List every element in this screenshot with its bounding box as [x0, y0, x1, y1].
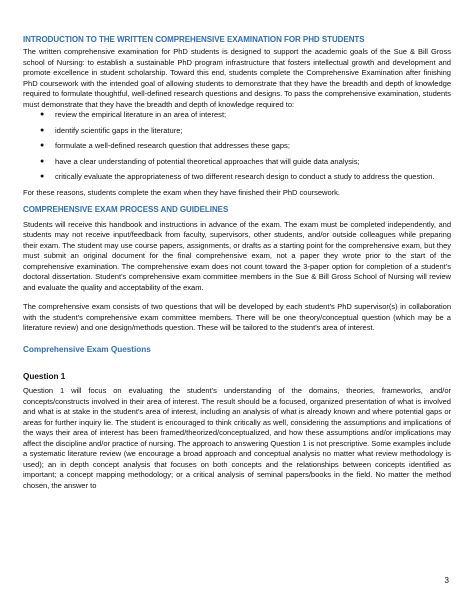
question-1-paragraph: Question 1 will focus on evaluating the student’s understanding of the domains, theories, frameworks, and/or concepts/constructs involved in their area of interest. The result should be a focused, organized presentation of what is involved and what is at stake in the student’s area of interest, including an analysis of what is already known and where potential gaps or areas for further inquiry lie. The student is encouraged to think critically as well, considering the assumptions and implications of the ways their area of interest has been framed/theorized/conceptualized, and how these assumptions and/or implications may affect the discipline and/or practice of nursing. The approach to answering Question 1 is not prescriptive. Some examples include a systematic literature review (we encourage a broad approach and conceptual analysis no matter what review methodology is used); an in depth concept analysis that focuses on both concepts and the relationships between concepts identified as important; a concept mapping methodology; or a critical analysis of seminal papers/books in the field. No matter the method chosen, the answer to — [23, 386, 451, 490]
requirements-list — [23, 110, 451, 183]
section-heading-process: COMPREHENSIVE EXAM PROCESS AND GUIDELINES — [23, 204, 229, 214]
process-paragraph-2: The comprehensive exam consists of two questions that will be developed by each student’s PhD supervisor(s) in collaboration with the student’s comprehensive exam committee members. There will be one theory/conceptual question (which may be a literature review) and one design/methods question. These will be tailored to the student’s area of interest. — [23, 302, 451, 333]
section-heading-introduction: INTRODUCTION TO THE WRITTEN COMPREHENSIVE EXAMINATION FOR PHD STUDENTS — [23, 35, 365, 44]
question-1-heading: Question 1 — [23, 372, 66, 382]
bullet-icon: ● — [40, 142, 45, 150]
list-item-text: have a clear understanding of potential theoretical approaches that will guide data analysis; — [55, 156, 360, 166]
bullet-icon: ● — [40, 157, 45, 165]
bullet-icon: ● — [40, 126, 45, 134]
process-paragraph-1: Students will receive this handbook and instructions in advance of the exam. The exam must be completed independently, and students may not receive input/feedback from faculty, supervisors, other students, and/or outside colleagues while preparing their exam. The student may use course papers, assignments, or drafts as a starting point for the comprehensive exam, but they must submit an original document for the final comprehensive exam, not a paper they wrote prior to the start of the comprehensive examination. The comprehensive exam does not count toward the 3-paper option for completion of a student’s doctoral dissertation. Student’s comprehensive exam committee members in the Sue & Bill Gross School of Nursing will review and evaluate the quality and acceptability of the exam. — [23, 219, 451, 292]
list-item-text: review the empirical literature in an area of interest; — [55, 110, 227, 120]
list-item — [23, 110, 451, 121]
list-item-text: critically evaluate the appropriateness of two different research design to conduct a study to address the question. — [55, 172, 435, 182]
page-number: 3 — [444, 576, 449, 585]
reasons-paragraph: For these reasons, students complete the exam when they have finished their PhD coursework. — [23, 188, 340, 198]
list-item — [23, 126, 451, 137]
list-item-text: identify scientific gaps in the literature; — [55, 125, 183, 135]
intro-paragraph: The written comprehensive examination for PhD students is designed to support the academic goals of the Sue & Bill Gross school of Nursing: to establish a sustainable PhD program infrastructure that fosters intellectual growth and development and promote excellence in student scholarship. Toward this end, students complete the Comprehensive Examination after finishing PhD coursework with the intended goal of allowing students to demonstrate that they have the breadth and depth of knowledge required to formulate thoughtful, well-defined research questions and designs. To pass the comprehensive examination, students must demonstrate that they have the breadth and depth of knowledge required to: — [23, 47, 451, 109]
list-item — [23, 141, 451, 152]
subheading-exam-questions: Comprehensive Exam Questions — [23, 345, 151, 355]
bullet-icon: ● — [40, 111, 45, 119]
bullet-icon: ● — [40, 173, 45, 181]
list-item — [23, 172, 451, 183]
list-item — [23, 157, 451, 168]
list-item-text: formulate a well-defined research question that addresses these gaps; — [55, 141, 290, 151]
page-content — [23, 34, 451, 492]
